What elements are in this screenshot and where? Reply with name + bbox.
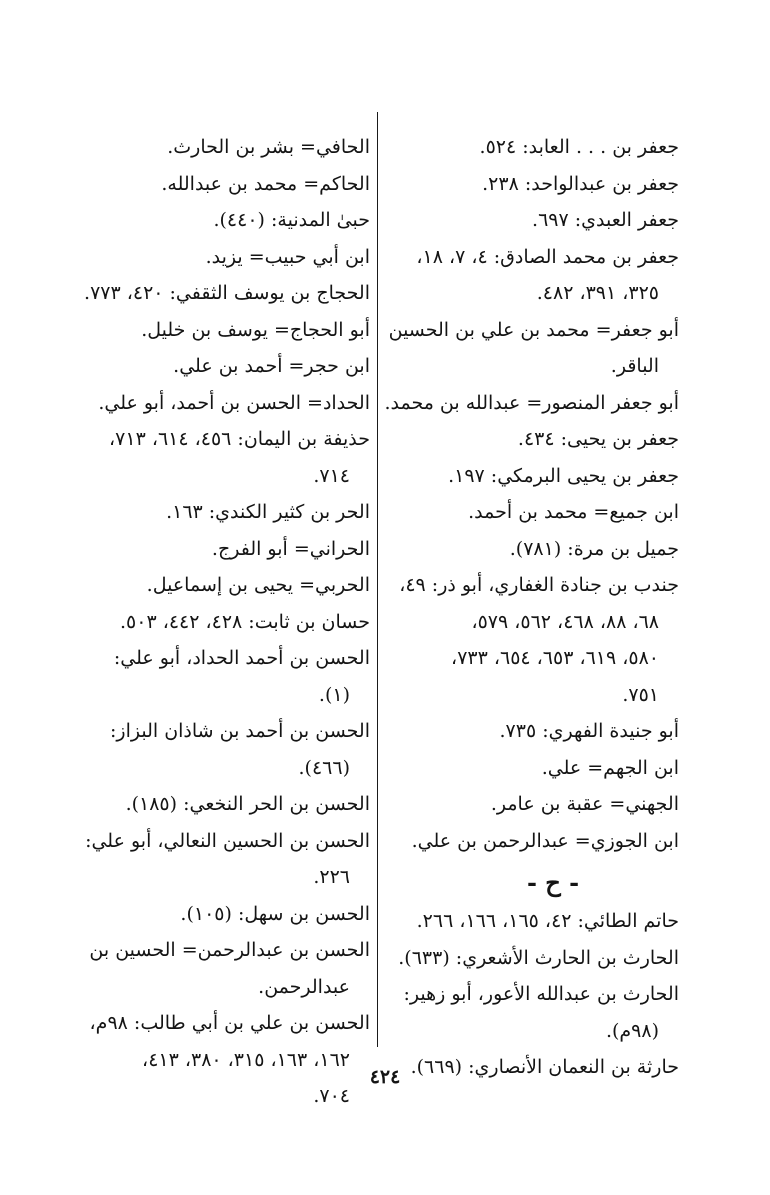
index-entry-line: جعفر بن . . . العابد: ٥٢٤. (479, 136, 679, 158)
index-entry (78, 129, 370, 166)
index-entry (387, 903, 679, 940)
index-entry-line: جعفر بن يحيى: ٤٣٤. (517, 428, 679, 450)
index-entry-line: الباقر. (610, 355, 659, 377)
index-entry-line: الحداد= الحسن بن أحمد، أبو علي. (98, 391, 370, 414)
index-entry-line: جعفر بن محمد الصادق: ٤، ٧، ١٨، (416, 245, 679, 268)
index-entry (387, 531, 679, 568)
index-entry-line: أبو الحجاج= يوسف بن خليل. (141, 318, 370, 341)
index-entry (78, 531, 370, 568)
index-entry-line: ابن أبي حبيب= يزيد. (205, 245, 370, 268)
index-entry-line: ٥٨٠، ٦١٩، ٦٥٣، ٦٥٤، ٧٣٣، (451, 647, 659, 669)
index-entry-line: ٦٨، ٨٨، ٤٦٨، ٥٦٢، ٥٧٩، (471, 610, 659, 633)
index-entry-line: أبو جعفر المنصور= عبدالله بن محمد. (384, 391, 679, 414)
index-entry (387, 567, 679, 713)
index-entry (78, 166, 370, 203)
index-entry-line: الحاكم= محمد بن عبدالله. (161, 172, 370, 195)
index-entry-line: ٧٥١. (622, 683, 659, 706)
index-entry (78, 348, 370, 385)
index-entry-line: حبىٰ المدنية: (٤٤٠). (213, 209, 370, 231)
index-entry (78, 567, 370, 604)
index-entry-line: الجهني= عقبة بن عامر. (490, 793, 679, 815)
right-entries-list-ha (387, 903, 679, 1086)
index-entry-line: ٣٢٥، ٣٩١، ٤٨٢. (536, 282, 659, 304)
index-entry-line: الحربي= يحيى بن إسماعيل. (146, 574, 370, 596)
index-entry-line: ابن حجر= أحمد بن علي. (173, 355, 370, 377)
index-entry-line: الحارث بن الحارث الأشعري: (٦٣٣). (398, 946, 679, 969)
section-heading-ha: - ح - (526, 868, 580, 897)
index-entry-line: (٩٨م). (605, 1019, 659, 1042)
index-entry-line: حارثة بن النعمان الأنصاري: (٦٦٩). (410, 1056, 679, 1078)
index-entry-line: عبدالرحمن. (258, 975, 350, 998)
index-entry-line: الحجاج بن يوسف الثقفي: ٤٢٠، ٧٧٣. (84, 282, 370, 304)
left-entries-list (78, 129, 370, 1115)
index-entry (78, 786, 370, 823)
index-entry (78, 421, 370, 494)
index-entry (387, 494, 679, 531)
index-entry (387, 940, 679, 977)
index-entry (387, 166, 679, 203)
index-entry (387, 713, 679, 750)
index-entry-line: الحسن بن الحر النخعي: (١٨٥). (125, 793, 370, 815)
index-entry-line: حذيفة بن اليمان: ٤٥٦، ٦١٤، ٧١٣، (109, 428, 370, 450)
index-entry-line: حسان بن ثابت: ٤٢٨، ٤٤٢، ٥٠٣. (120, 610, 370, 633)
index-entry-line: الحسن بن الحسين النعالي، أبو علي: (85, 829, 370, 852)
index-entry-line: الحافي= بشر بن الحارث. (167, 136, 370, 158)
index-entry-line: أبو جنيدة الفهري: ٧٣٥. (499, 720, 679, 742)
page-number: ٤٢٤ (369, 1066, 401, 1088)
index-entry-line: ٢٢٦. (313, 866, 350, 888)
index-entry (78, 202, 370, 239)
index-entry (387, 129, 679, 166)
index-entry (387, 312, 679, 385)
index-entry-line: الحارث بن عبدالله الأعور، أبو زهير: (403, 983, 679, 1005)
index-entry-line: الحسن بن أحمد الحداد، أبو علي: (113, 647, 370, 669)
right-column (384, 129, 679, 1086)
index-entry-line: جندب بن جنادة الغفاري، أبو ذر: ٤٩، (399, 574, 679, 596)
index-entry-line: الحسن بن أحمد بن شاذان البزاز: (110, 720, 370, 742)
index-entry-line: أبو جعفر= محمد بن علي بن الحسين (388, 318, 679, 341)
index-entry (78, 494, 370, 531)
index-entry (387, 458, 679, 495)
index-entry (384, 385, 679, 422)
index-entry (78, 239, 370, 276)
index-entry (78, 640, 370, 713)
index-entry-line: (١). (318, 683, 350, 706)
index-entry-line: ابن الجوزي= عبدالرحمن بن علي. (411, 829, 679, 852)
index-entry-line: الحسن بن علي بن أبي طالب: ٩٨م، (89, 1012, 370, 1034)
index-entry-line: ابن الجهم= علي. (541, 756, 679, 779)
index-entry-line: جعفر بن عبدالواحد: ٢٣٨. (482, 172, 679, 195)
index-entry (387, 823, 679, 860)
index-entry (387, 202, 679, 239)
index-entry-line: ابن جميع= محمد بن أحمد. (468, 501, 679, 523)
index-entry (387, 976, 679, 1049)
index-entry-line: الحسن بن عبدالرحمن= الحسين بن (89, 939, 370, 961)
index-entry (78, 275, 370, 312)
index-entry (387, 786, 679, 823)
index-entry (78, 823, 370, 896)
index-entry (78, 713, 370, 786)
index-entry-line: ١٦٢، ١٦٣، ٣١٥، ٣٨٠، ٤١٣، (142, 1048, 350, 1071)
left-column (78, 129, 370, 1115)
index-entry (387, 421, 679, 458)
index-entry-line: (٤٦٦). (298, 756, 350, 779)
right-entries-list (384, 129, 679, 859)
index-entry-line: جميل بن مرة: (٧٨١). (509, 537, 679, 560)
index-entry-line: الحر بن كثير الكندي: ١٦٣. (166, 501, 370, 523)
index-entry-line: ٧١٤. (313, 464, 350, 487)
index-entry-line: جعفر بن يحيى البرمكي: ١٩٧. (448, 464, 679, 487)
index-entry-line: الحسن بن سهل: (١٠٥). (180, 902, 370, 925)
index-entry-line: جعفر العبدي: ٦٩٧. (532, 209, 679, 231)
index-entry-line: ٧٠٤. (313, 1085, 350, 1107)
index-entry (78, 932, 370, 1005)
index-entry (387, 750, 679, 787)
index-entry (78, 312, 370, 349)
index-entry (78, 385, 370, 422)
index-entry (78, 896, 370, 933)
column-divider (377, 112, 378, 1047)
index-entry (78, 1005, 370, 1115)
index-entry (387, 239, 679, 312)
index-entry-line: حاتم الطائي: ٤٢، ١٦٥، ١٦٦، ٢٦٦. (416, 910, 679, 932)
index-entry (78, 604, 370, 641)
index-entry-line: الحراني= أبو الفرج. (211, 537, 370, 560)
